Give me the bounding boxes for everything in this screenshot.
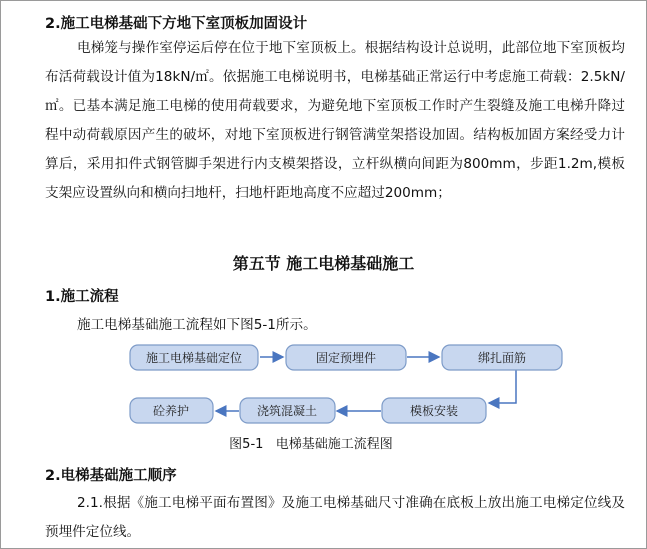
- flow-step-3: 绑扎面筋: [477, 351, 527, 365]
- flow-step-5: 浇筑混凝土: [256, 404, 318, 418]
- paragraph-sequence-step: 2.1.根据《施工电梯平面布置图》及施工电梯基础尺寸准确在底板上放出施工电梯定位线及预埋件定位线。: [45, 495, 625, 540]
- flow-step-2: 固定预埋件: [315, 351, 377, 365]
- paragraph-process-intro: 施工电梯基础施工流程如下图5-1所示。: [77, 317, 317, 333]
- flowchart: [1, 339, 646, 434]
- flow-step-1: 施工电梯基础定位: [145, 351, 243, 365]
- section-heading-sequence: 2.电梯基础施工顺序: [45, 468, 177, 484]
- flow-step-6: 砼养护: [152, 404, 190, 418]
- paragraph-reinforcement-design: 电梯笼与操作室停运后停在位于地下室顶板上。根据结构设计总说明，此部位地下室顶板均布活荷载设计值为18kN/㎡。依据施工电梯说明书，电梯基础正常运行中考虑施工荷载：2.5kN/㎡。已基本满足施工电梯的使用荷载要求，为避免地下室顶板工作时产生裂缝及施工电梯升降过程中动荷载原因产生的破坏，对地下室顶板进行钢管满堂架搭设加固。结构板加固方案经受力计算后，采用扣件式钢管脚手架进行内支模架搭设，立杆纵横向间距为800mm，步距1.2m,模板支架应设置纵向和横向扫地杆，扫地杆距地高度不应超过200mm；: [45, 40, 625, 201]
- section-heading-reinforcement: 2.施工电梯基础下方地下室顶板加固设计: [45, 16, 308, 32]
- section-heading-process: 1.施工流程: [45, 289, 119, 305]
- flow-step-4: 模板安装: [409, 404, 459, 418]
- chapter-title: 第五节 施工电梯基础施工: [232, 254, 415, 273]
- figure-caption: 图5-1 电梯基础施工流程图: [229, 437, 393, 452]
